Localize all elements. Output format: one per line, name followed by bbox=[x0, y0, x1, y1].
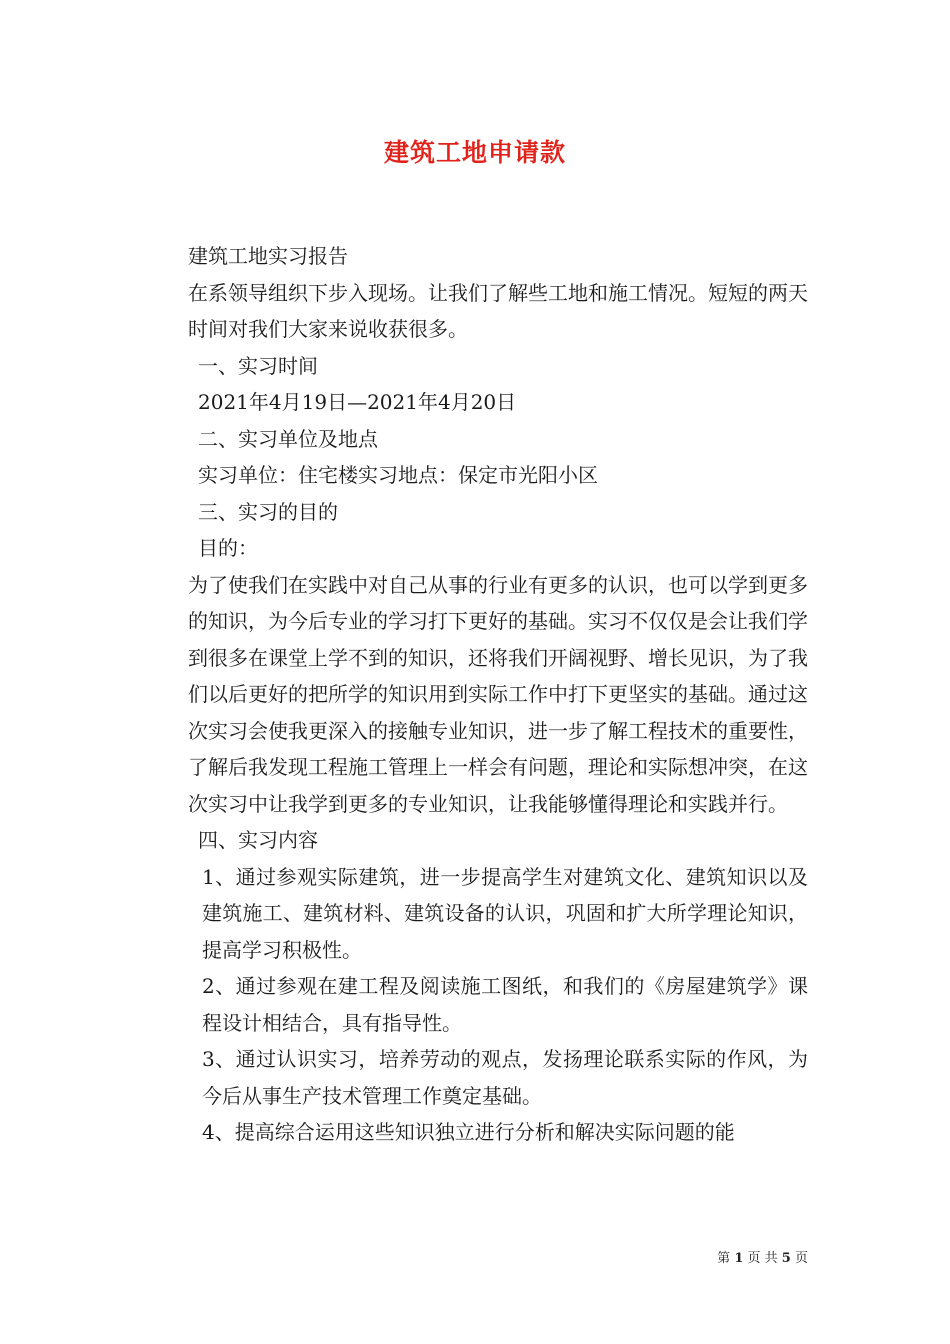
section-heading-content: 四、实习内容 bbox=[198, 828, 318, 852]
footer-prefix: 第 bbox=[717, 1251, 731, 1266]
footer-suffix: 页 bbox=[794, 1251, 808, 1266]
content-item-2: 2、通过参观在建工程及阅读施工图纸，和我们的《房屋建筑学》课程设计相结合，具有指导性。 bbox=[202, 974, 808, 1035]
content-item-1: 1、通过参观实际建筑，进一步提高学生对建筑文化、建筑知识以及建筑施工、建筑材料、建筑设备的认识，巩固和扩大所学理论知识，提高学习积极性。 bbox=[202, 864, 808, 962]
content-item-4: 4、提高综合运用这些知识独立进行分析和解决实际问题的能 bbox=[202, 1120, 735, 1144]
internship-unit-location: 实习单位：住宅楼实习地点：保定市光阳小区 bbox=[198, 463, 598, 487]
intro-paragraph: 在系领导组织下步入现场。让我们了解些工地和施工情况。短短的两天时间对我们大家来说收获很多。 bbox=[188, 280, 808, 341]
document-body bbox=[146, 238, 808, 1151]
report-subtitle: 建筑工地实习报告 bbox=[188, 244, 348, 268]
internship-dates: 2021年4月19日—2021年4月20日 bbox=[198, 390, 517, 414]
purpose-paragraph: 为了使我们在实践中对自己从事的行业有更多的认识，也可以学到更多的知识，为今后专业的学习打下更好的基础。实习不仅仅是会让我们学到很多在课堂上学不到的知识，还将我们开阔视野、增长见识，为了我们以后更好的把所学的知识用到实际工作中打下更坚实的基础。通过这次实习会使我更深入的接触专业知识，进一步了解工程技术的重要性，了解后我发现工程施工管理上一样会有问题，理论和实际想冲突，在这次实习中让我学到更多的专业知识，让我能够懂得理论和实践并行。 bbox=[188, 572, 808, 816]
section-heading-time: 一、实习时间 bbox=[198, 353, 318, 378]
purpose-label: 目的： bbox=[198, 536, 258, 560]
footer-page-number: 1 bbox=[734, 1251, 744, 1266]
footer-middle: 页 共 bbox=[747, 1251, 778, 1266]
content-item-3: 3、通过认识实习，培养劳动的观点，发扬理论联系实际的作风，为今后从事生产技术管理工作奠定基础。 bbox=[202, 1047, 808, 1108]
section-heading-unit: 二、实习单位及地点 bbox=[198, 426, 378, 451]
footer-total-pages: 5 bbox=[781, 1251, 791, 1266]
page-footer bbox=[0, 1247, 808, 1266]
document-title: 建筑工地申请款 bbox=[383, 138, 566, 167]
section-heading-purpose: 三、实习的目的 bbox=[198, 499, 338, 524]
